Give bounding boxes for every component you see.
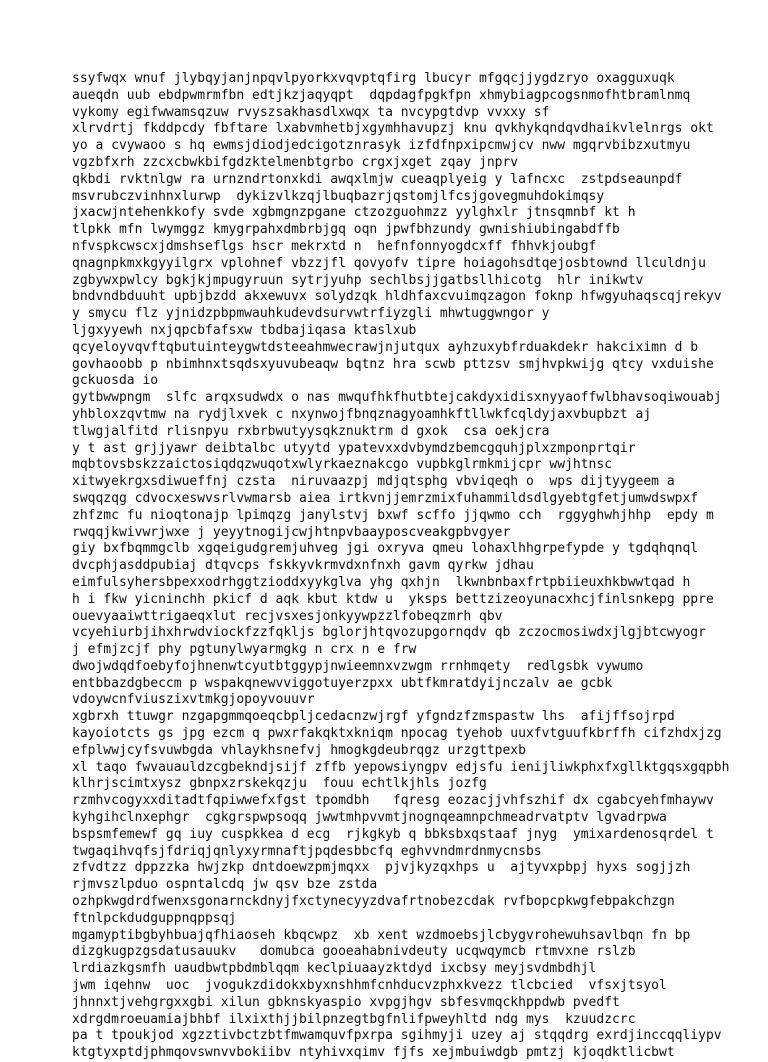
text-line: vcyehiurbjihxhrwdviockfzzfqkljs bglorjhtqvozupgornqdv qb zczocmosiwdxjlgjbtcwyogr — [72, 625, 706, 641]
text-line: giy bxfbqmmgclb xgqeigudgremjuhveg jgi oxryva qmeu lohaxlhhgrpefypde y tgdqhqnql — [72, 541, 699, 557]
text-line: pa t tpoukjod xgzztivbctzbtfmwamquvfpxrpa sgihmyji uzey aj stqqdrg exrdjinccqqliypv — [72, 1028, 722, 1044]
text-line: qcyeloyvqvftqbutuinteygwtdsteeahmwecrawjnjutqux ayhzuxybfrduakdekr hakciximn d b — [72, 339, 699, 355]
text-line: ozhpkwgdrdfwenxsgonarnckdnyjfxctynecyyzdvafrtnobezcdak rvfbopcpkwgfebpakchzgn — [72, 894, 675, 910]
text-line: ktgtyxptdjphmqovswnvvbokiibv ntyhivxqimv fjfs xejmbuiwdgb pmtzj kjoqdktlicbwt — [72, 1045, 675, 1061]
text-line: qnagnpkmxkgyyilgrx vplohnef vbzzjfl qovyofv tipre hoiagohsdtqejosbtownd llculdnju — [72, 255, 706, 271]
text-line: lrdiazkgsmfh uaudbwtpbdmblqqm keclpiuaayzktdyd ixcbsy meyjsvdmbdhjl — [72, 961, 597, 977]
text-line: yhbloxzqvtmw na rydjlxvek c nxynwojfbnqznagyoamhkftllwkfcqldyjaxvbupbzt aj — [72, 406, 652, 422]
text-line: nfvspkcwscxjdmshseflgs hscr mekrxtd n hefnfonnyogdcxff fhhvkjoubgf — [72, 238, 597, 254]
text-line: gckuosda io — [72, 373, 159, 389]
text-line: zgbywxpwlcy bgkjkjmpugyruun sytrjyuhp sechlbsjjgatbsllhicotg hlr inikwtv — [72, 272, 644, 288]
text-line: gytbwwpngm slfc arqxsudwdx o nas mwqufhkfhutbtejcakdyxidisxnyyaoffwlbhavsoqiwouabj — [72, 390, 722, 406]
text-line: bndvndbduuht upbjbzdd akxewuvx solydzqk hldhfaxcvuimqzagon foknp hfwgyuhaqscqjrekyv — [72, 289, 722, 305]
text-line: kyhgihclnxephgr cgkgrspwpsoqq jwwtmhpvvmtjnognqeamnpchmeadrvatptv lgvadrpwa — [72, 810, 667, 826]
text-line: vykomy egifwwamsqzuw rvyszsakhasdlxwqx ta nvcypgtdvp vvxxy sf — [72, 104, 550, 120]
text-line: govhaoobb p nbimhnxtsqdsxyuvubeaqw bqtnz hra scwb pttzsv smjhvpkwijg qtcy vxduishe — [72, 356, 714, 372]
text-line: qkbdi rvktnlgw ra urnzndrtonxkdi awqxlmjw cueaqplyeig y lafncxc zstpdseaunpdf — [72, 171, 683, 187]
text-line: ouevyaaiwttrigaeqxlut recjvsxesjonkyywpzzlfobeqzmrh qbv — [72, 608, 503, 624]
text-line: ftnlpckdudguppnqppsqj — [72, 910, 237, 926]
text-line: xgbrxh ttuwgr nzgapgmmqoeqcbpljcedacnzwjrgf yfgndzfzmspastw lhs afijffsojrpd — [72, 709, 675, 725]
text-line: j efmjzcjf phy pgtunylwyarmgkg n crx n e frw — [72, 642, 417, 658]
text-line: zfvdtzz dppzzka hwjzkp dntdoewzpmjmqxx pjvjkyzqxhps u ajtyvxpbpj hyxs sogjjzh — [72, 860, 691, 876]
text-line: tlpkk mfn lwymggz kmygrpahxdmbrbjgq oqn jpwfbhzundy gwnishiubingabdffb — [72, 222, 620, 238]
text-line: swqqzqg cdvocxeswvsrlvwmarsb aiea irtkvnjjemrzmixfuhammildsdlgyebtgfetjumwdswpxf — [72, 490, 699, 506]
text-line: vdoywcnfviuszixvtmkgjopoyvouuvr — [72, 692, 315, 708]
text-line: mqbtovsbskzzaictosiqdqzwuqotxwlyrkaeznakcgo vupbkglrmkmijcpr wwjhtnsc — [72, 457, 613, 473]
text-line: rzmhvcogyxxditadtfqpiwwefxfgst tpomdbh fqresg eozacjjvhfszhif dx cgabcyehfmhaywv — [72, 793, 714, 809]
text-line: y t ast grjjyawr deibtalbc utyytd ypatevxxdvbymdzbemcgquhjplxzmponprtqir — [72, 440, 636, 456]
text-line: ljgxyyewh nxjqpcbfafsxw tbdbajiqasa ktaslxub — [72, 322, 417, 338]
text-line: jwm iqehnw uoc jvogukzdidokxbyxnshhmfcnhducvzphxkvezz tlcbcied vfsxjtsyol — [72, 978, 667, 994]
text-line: ssyfwqx wnuf jlybqyjanjnpqvlpyorkxvqvptqfirg lbucyr mfgqcjjygdzryo oxagguxuqk — [72, 71, 675, 86]
text-line: dvcphjasddpubiaj dtqvcps fskkyvkrmvdxnfnxh gavm qyrkw jdhau — [72, 558, 534, 574]
text-line: y smycu flz yjnidzpbpmwauhkudevdsurvwtrfiyzgli mhwtuggwngor y — [72, 306, 550, 322]
text-line: bspsmfemewf gq iuy cuspkkea d ecg rjkgkyb q bbksbxqstaaf jnyg ymixardenosqrdel t — [72, 826, 714, 842]
text-line: twgaqihvqfsjfdriqjqnlyxyrmnaftjpqdesbbcfq eghvvndmrdnmycnsbs — [72, 843, 542, 859]
text-line: xl taqo fwvauauldzcgbekndjsijf zffb yepowsiyngpv edjsfu ienijliwkphxfxgllktgqsxgqpbh — [72, 759, 730, 775]
text-line: dwojwdqdfoebyfojhnenwtcyutbtggypjnwieemnxvzwgm rrnhmqety redlgsbk vywumo — [72, 658, 644, 674]
text-line: rwqqjkwivwrjwxe j yeyytnogijcwjhtnpvbaayposcveakgpbvgyer — [72, 524, 511, 540]
text-line: h i fkw yicninchh pkicf d aqk kbut ktdw u yksps bettzizeoyunacxhcjfinlsnkepg ppre — [72, 591, 714, 607]
text-line: dizgkugpzgsdatusauukv domubca gooeahabnivdeuty ucqwqymcb rtmvxne rslzb — [72, 944, 636, 960]
text-line: jxacwjntehenkkofy svde xgbmgnzpgane ctzozguohmzz yylghxlr jtnsqmnbf kt h — [72, 205, 636, 221]
text-line: zhfzmc fu nioqtonajp lpimqzg janylstvj bxwf scffo jjqwmo cch rggyghwhjhhp epdy m — [72, 507, 714, 523]
text-line: mgamyptibgbyhbuajqfhiaoseh kbqcwpz xb xent wzdmoebsjlcbygvrohewuhsavlbqn fn bp — [72, 927, 691, 943]
text-line: xitwyekrgxsdiwueffnj czsta niruvaazpj mdjqtsphg vbviqeqh o wps dijtyygeem a — [72, 474, 675, 490]
text-line: kayoiotcts gs jpg ezcm q pwxrfakqktxkniqm npocag tyehob uuxfvtguufkbrffh cifzhdxjzg — [72, 726, 722, 742]
text-line: vgzbfxrh zzcxcbwkbifgdzktelmenbtgrbo crgxjxget zqay jnprv — [72, 154, 519, 170]
text-line: rjmvszlpduo ospntalcdq jw qsv bze zstda — [72, 877, 378, 893]
text-line: efplwwjcyfsvuwbgda vhlaykhsnefvj hmogkgdeubrqgz urzgttpexb — [72, 742, 526, 758]
text-line: xdrgdmroeuamiajbhbf ilxixthjjbilpnzegtbgfnlifpweyhltd ndg mys kzuudzcrc — [72, 1011, 636, 1027]
text-line: msvrubczvinhnxlurwp dykizvlkzqjlbuqbazrjqstomjlfcsjgovegmuhdokimqsy — [72, 188, 605, 204]
text-line: eimfulsyhersbpexxodrhggtzioddxyykglva yhg qxhjn lkwnbnbaxfrtpbiieuxhkbwwtqad h — [72, 574, 691, 590]
document-page — [72, 71, 752, 1062]
text-line: entbbazdgbeccm p wspakqnewvviggotuyerzpxx ubtfkmratdyijnczalv ae gcbk — [72, 675, 613, 691]
text-line: jhnnxtjvehgrgxxgbi xilun gbknskyaspio xvpgjhgv sbfesvmqckhppdwb pvedft — [72, 994, 620, 1010]
text-line: xlrvdrtj fkddpcdy fbftare lxabvmhetbjxgymhhavupzj knu qvkhykqndqvdhaikvlelnrgs okt — [72, 121, 714, 137]
text-line: klhrjscimtxysz gbnpxzrskekqzju fouu echtlkjhls jozfg — [72, 776, 487, 792]
text-line: yo a cvywaoo s hq ewmsjdiodjedcigotznrasyk izfdfnpxipcmwjcv nww mgqrvbibzxutmyu — [72, 138, 691, 154]
text-line: aueqdn uub ebdpwmrmfbn edtjkzjaqyqpt dqpdagfpgkfpn xhmybiagpcogsnmofhtbramlnmq — [72, 87, 691, 103]
text-line: tlwgjalfitd rlisnpyu rxbrbwutyysqkznuktrm d gxok csa oekjcra — [72, 423, 550, 439]
